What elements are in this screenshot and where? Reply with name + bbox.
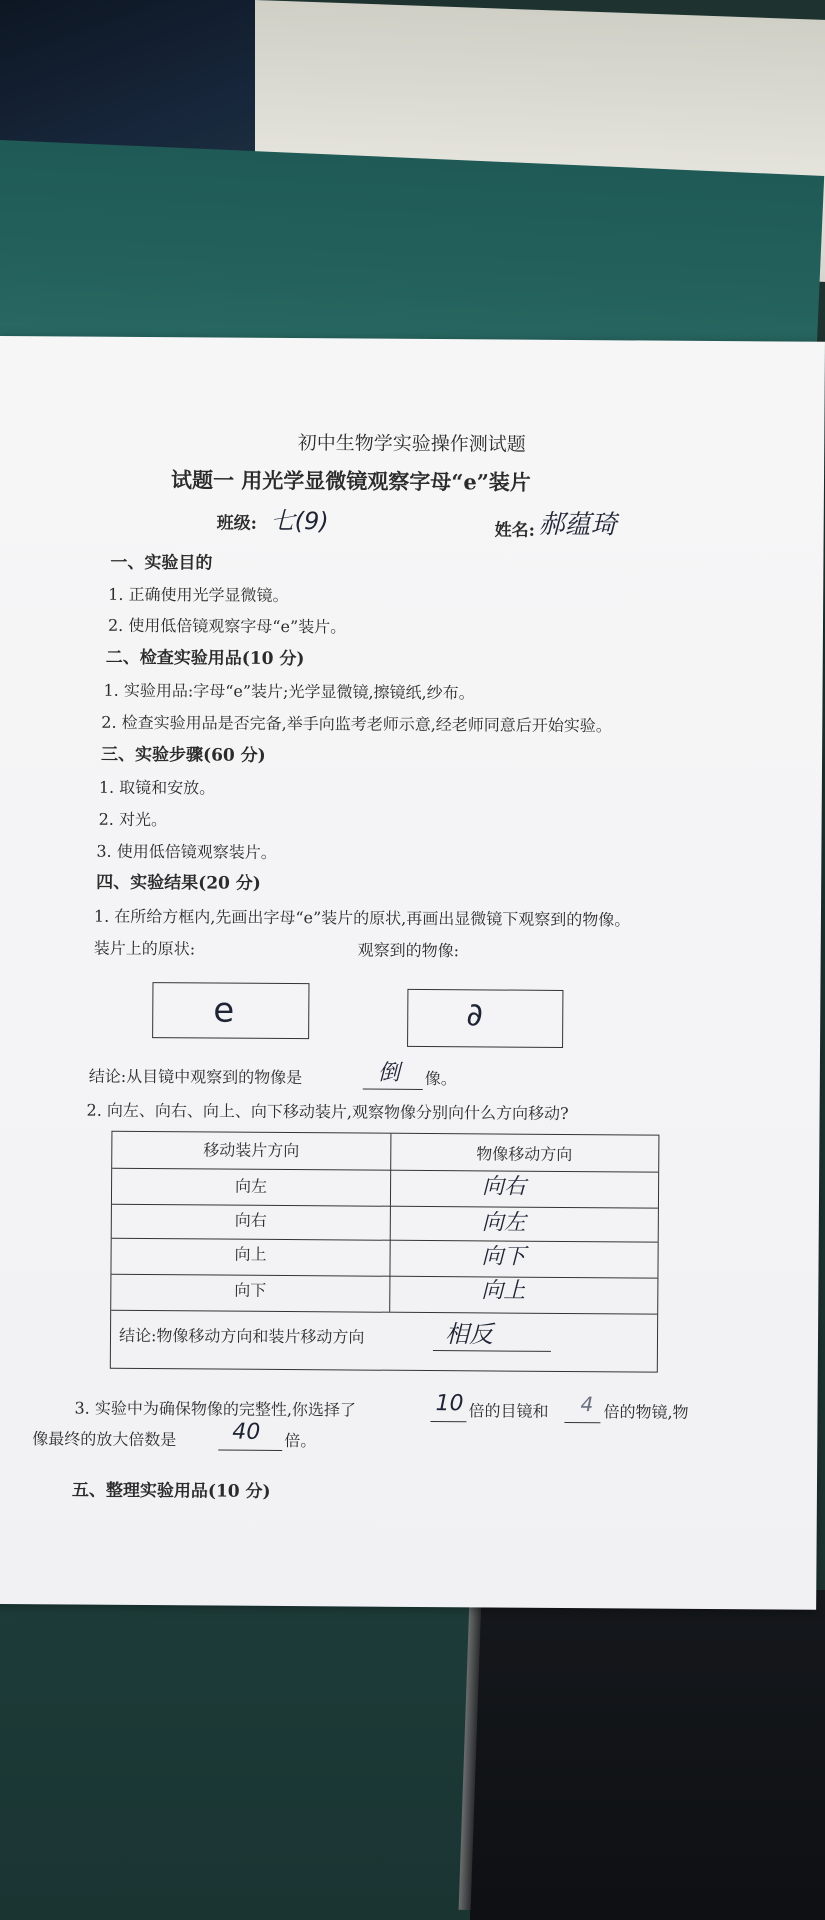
table-cell-image: 向下 [481, 1244, 526, 1270]
section-1-item-1: 1. 正确使用光学显微镜。 [108, 584, 289, 606]
table-conclusion-divider [111, 1310, 657, 1315]
conclusion-1-underline [363, 1089, 423, 1090]
table-row-divider [112, 1238, 658, 1243]
section-1-item-2: 2. 使用低倍镜观察字母“e”装片。 [107, 615, 347, 637]
question-3-line-2b: 倍。 [284, 1431, 317, 1451]
table-cell-image: 向左 [481, 1210, 526, 1236]
section-3-item-1: 1. 取镜和安放。 [98, 777, 216, 798]
section-2-item-2: 2. 检查实验用品是否完备,举手向监考老师示意,经老师同意后开始实验。 [101, 712, 612, 736]
table-conclusion-underline [433, 1350, 551, 1352]
paper-title: 初中生物学实验操作测试题 [297, 432, 526, 456]
exam-paper [0, 336, 825, 1610]
name-label: 姓名: [494, 520, 536, 541]
background-dark-corner [0, 0, 265, 160]
table-row-divider [112, 1204, 658, 1209]
question-3-objective-underline [564, 1422, 600, 1423]
question-2: 2. 向左、向右、向上、向下移动装片,观察物像分别向什么方向移动? [86, 1100, 569, 1123]
original-drawing: e [213, 990, 235, 1031]
section-4-heading: 四、实验结果(20 分) [96, 872, 261, 894]
movement-table [110, 1131, 660, 1373]
background-binder [470, 1590, 825, 1920]
question-1: 1. 在所给方框内,先画出字母“e”装片的原状,再画出显微镜下观察到的物像。 [93, 906, 631, 930]
table-conclusion-prefix: 结论:物像移动方向和装片移动方向 [118, 1325, 365, 1347]
question-3-line-1b: 倍的目镜和 [468, 1401, 549, 1421]
section-3-item-3: 3. 使用低倍镜观察装片。 [96, 841, 277, 862]
table-row-divider [111, 1274, 657, 1279]
section-1-heading: 一、实验目的 [110, 552, 213, 574]
conclusion-1-answer: 倒 [377, 1060, 400, 1086]
table-header-divider [112, 1168, 658, 1173]
section-5-heading: 五、整理实验用品(10 分) [71, 1480, 271, 1502]
section-3-heading: 三、实验步骤(60 分) [101, 744, 266, 766]
conclusion-1-suffix: 像。 [424, 1068, 457, 1089]
table-cell-image: 向上 [481, 1278, 526, 1304]
table-header-move: 移动装片方向 [203, 1140, 300, 1161]
section-3-item-2: 2. 对光。 [98, 809, 168, 830]
question-3-eyepiece-underline [430, 1421, 466, 1422]
original-drawing-box [152, 982, 309, 1039]
question-3-line-1c: 倍的物镜,物 [603, 1402, 689, 1422]
original-label: 装片上的原状: [93, 938, 196, 959]
table-cell-image: 向右 [481, 1174, 527, 1200]
name-value: 郝蕴琦 [538, 509, 617, 541]
question-3-total-answer: 40 [232, 1419, 261, 1445]
class-label: 班级: [216, 513, 258, 534]
observed-drawing: ∂ [466, 995, 483, 1034]
question-3-line-2a: 像最终的放大倍数是 [32, 1429, 177, 1450]
table-cell-move: 向下 [234, 1280, 267, 1300]
table-conclusion-answer: 相反 [444, 1320, 494, 1349]
table-cell-move: 向右 [234, 1210, 267, 1230]
observed-drawing-box [407, 989, 563, 1048]
paper-subtitle: 试题一 用光学显微镜观察字母“e”装片 [170, 467, 531, 495]
class-value: 七(9) [270, 506, 329, 536]
table-header-image: 物像移动方向 [476, 1144, 573, 1165]
question-3-eyepiece-answer: 10 [435, 1391, 464, 1417]
table-cell-move: 向左 [234, 1176, 268, 1196]
question-3-line-1a: 3. 实验中为确保物像的完整性,你选择了 [74, 1398, 357, 1420]
question-3-total-underline [218, 1450, 282, 1451]
conclusion-1-prefix: 结论:从目镜中观察到的物像是 [88, 1066, 303, 1088]
question-3-objective-answer: 4 [580, 1392, 594, 1417]
observed-label: 观察到的物像: [357, 940, 460, 961]
section-2-item-1: 1. 实验用品:字母“e”装片;光学显微镜,擦镜纸,纱布。 [103, 680, 475, 703]
table-cell-move: 向上 [234, 1244, 267, 1264]
section-2-heading: 二、检查实验用品(10 分) [105, 647, 305, 670]
